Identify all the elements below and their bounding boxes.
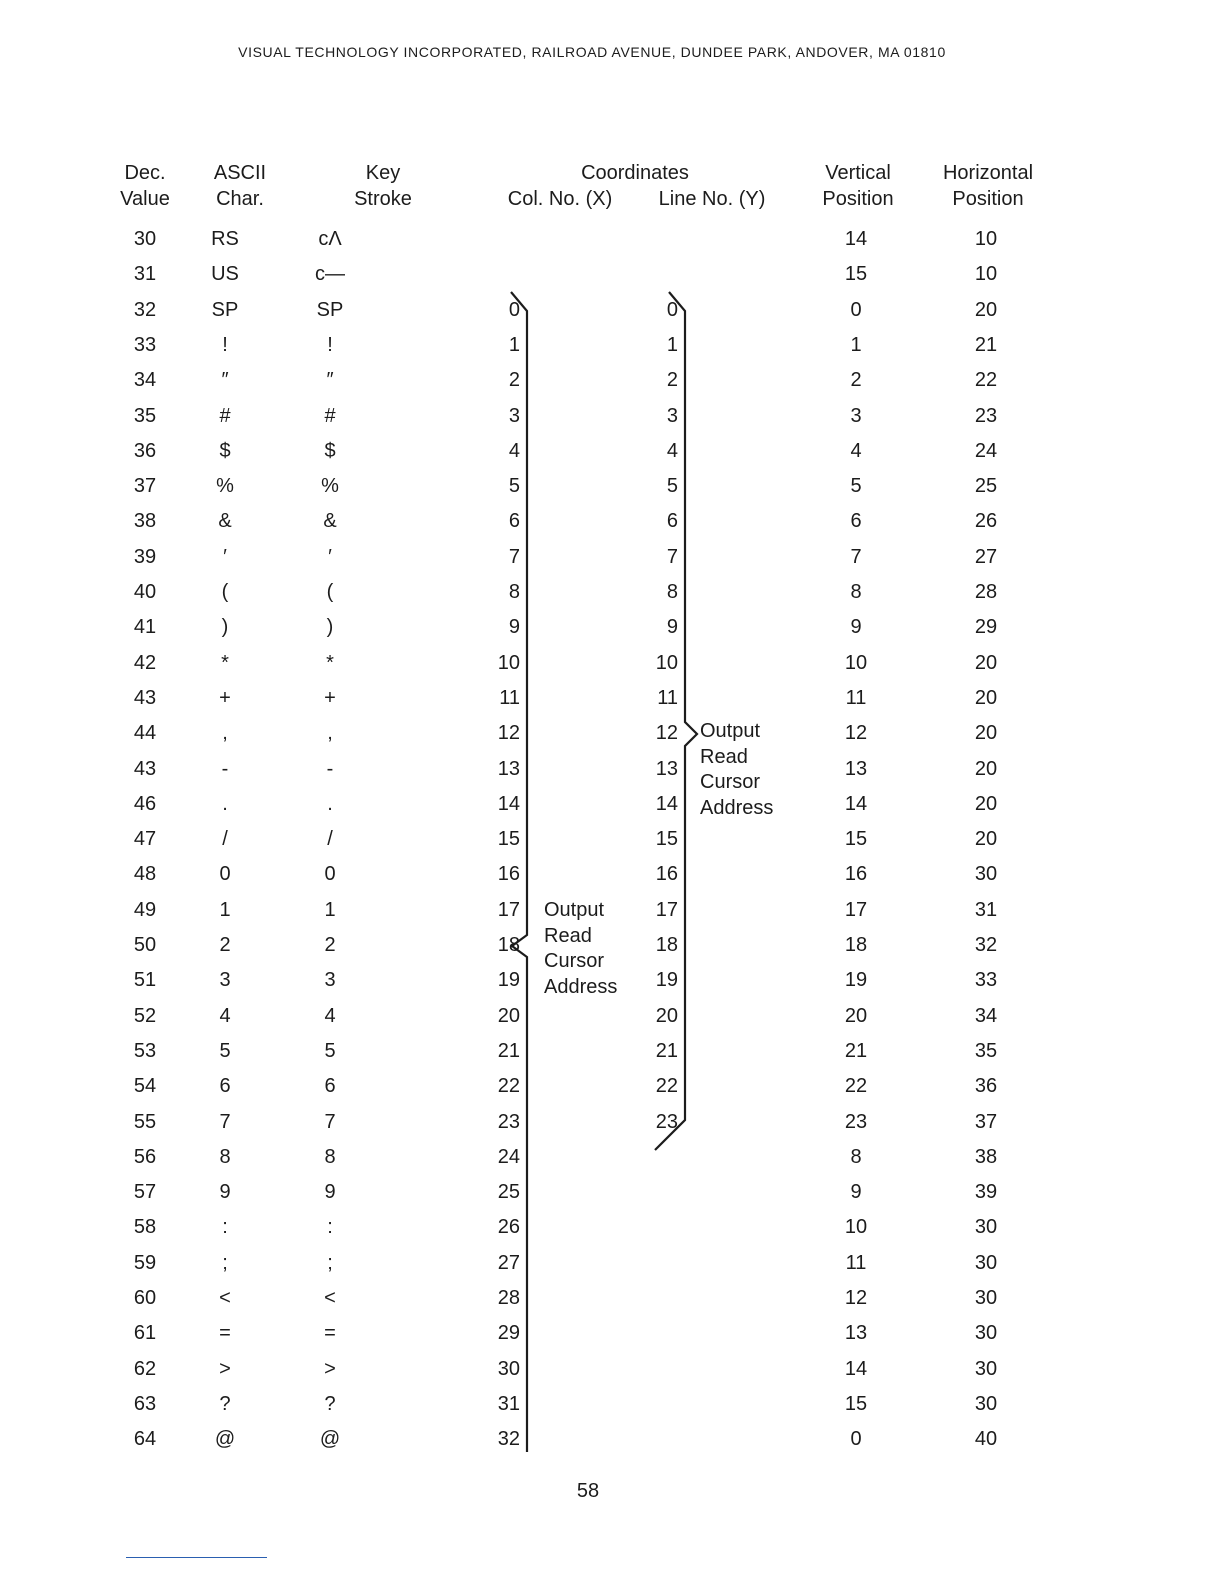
horizontal-position-cell: 31 bbox=[974, 898, 998, 921]
dec-value-cell: 40 bbox=[133, 581, 157, 603]
horizontal-position-cell: 39 bbox=[974, 1181, 998, 1204]
dec-value-cell: 64 bbox=[133, 1428, 157, 1451]
ascii-char-cell: ′ bbox=[223, 545, 227, 568]
dec-value-cell: 36 bbox=[133, 439, 157, 462]
vertical-position-cell: 2 bbox=[850, 369, 862, 392]
key-stroke-cell: 1 bbox=[324, 898, 336, 921]
ascii-char-cell: & bbox=[218, 510, 232, 533]
dec-value-cell: 37 bbox=[133, 475, 157, 498]
vertical-position-cell: 7 bbox=[850, 545, 862, 568]
key-stroke-cell: ! bbox=[327, 333, 333, 356]
vertical-position-cell: 15 bbox=[844, 828, 868, 851]
col-x-cell: 22 bbox=[497, 1075, 520, 1098]
dec-value-cell: 43 bbox=[133, 757, 157, 780]
key-stroke-cell: 2 bbox=[324, 934, 336, 956]
horizontal-position-cell: 36 bbox=[974, 1075, 998, 1098]
line-y-cell: 8 bbox=[666, 581, 678, 603]
col-x-cell: 16 bbox=[497, 863, 520, 886]
vertical-position-cell: 13 bbox=[844, 757, 868, 780]
col-x-cell: 21 bbox=[497, 1039, 520, 1062]
col-x-cell: 13 bbox=[497, 757, 520, 780]
ascii-char-cell: 0 bbox=[219, 863, 231, 886]
ascii-char-cell: 1 bbox=[219, 898, 231, 921]
vertical-position-cell: 12 bbox=[844, 722, 868, 745]
col-x-cell: 31 bbox=[497, 1392, 520, 1415]
vertical-position-cell: 17 bbox=[844, 898, 868, 921]
dec-value-cell: 48 bbox=[133, 863, 157, 886]
line-y-cell: 9 bbox=[666, 616, 678, 639]
key-stroke-cell: = bbox=[324, 1322, 336, 1345]
dec-value-cell: 58 bbox=[133, 1216, 157, 1239]
ascii-char-cell: 5 bbox=[219, 1039, 231, 1062]
key-stroke-cell: ? bbox=[324, 1392, 336, 1415]
col-x-cell: 5 bbox=[508, 475, 520, 498]
horizontal-position-cell: 23 bbox=[974, 404, 998, 427]
col-x-cell: 32 bbox=[497, 1428, 520, 1451]
dec-value-cell: 62 bbox=[133, 1357, 157, 1380]
ascii-char-cell: 7 bbox=[219, 1110, 231, 1133]
horizontal-position-cell: 33 bbox=[974, 969, 998, 992]
dec-value-cell: 33 bbox=[133, 333, 157, 356]
key-stroke-cell: ; bbox=[327, 1251, 333, 1274]
horizontal-position-cell: 30 bbox=[974, 863, 998, 886]
horizontal-position-cell: 10 bbox=[974, 228, 998, 250]
key-stroke-cell: , bbox=[327, 722, 333, 745]
col-x-cell: 29 bbox=[497, 1322, 520, 1345]
dec-value-cell: 50 bbox=[133, 934, 157, 956]
dec-value-cell: 41 bbox=[133, 616, 157, 639]
vertical-position-cell: 22 bbox=[844, 1075, 868, 1098]
vertical-position-cell: 13 bbox=[844, 1322, 868, 1345]
horizontal-position-cell: 30 bbox=[974, 1251, 998, 1274]
dec-value-cell: 54 bbox=[133, 1075, 157, 1098]
col-x-cell: 25 bbox=[497, 1181, 520, 1204]
vertical-position-cell: 5 bbox=[850, 475, 862, 498]
key-stroke-cell: $ bbox=[324, 439, 336, 462]
horizontal-position-cell: 32 bbox=[974, 934, 998, 956]
key-stroke-header: Key Stroke bbox=[354, 162, 412, 210]
horizontal-position-cell: 30 bbox=[974, 1357, 998, 1380]
line-y-cell: 5 bbox=[666, 475, 678, 498]
y-bracket-note: Output Read Cursor Address bbox=[700, 720, 774, 819]
key-stroke-cell: > bbox=[324, 1357, 336, 1380]
key-stroke-cell: ) bbox=[326, 616, 334, 639]
dec-value-cell: 31 bbox=[133, 263, 157, 286]
col-x-cell: 24 bbox=[497, 1145, 520, 1168]
ascii-char-cell: ( bbox=[221, 581, 229, 603]
key-stroke-cell: 8 bbox=[324, 1145, 336, 1168]
line-y-cell: 18 bbox=[655, 934, 678, 956]
ascii-char-cell: 6 bbox=[219, 1075, 231, 1098]
dec-value-cell: 47 bbox=[133, 828, 157, 851]
ascii-char-cell: 2 bbox=[219, 934, 231, 956]
ascii-char-cell: : bbox=[222, 1216, 228, 1239]
line-y-cell: 10 bbox=[655, 651, 678, 674]
vertical-position-cell: 10 bbox=[844, 1216, 868, 1239]
key-stroke-cell: 5 bbox=[324, 1039, 336, 1062]
ascii-char-cell: 3 bbox=[219, 969, 231, 992]
dec-value-cell: 46 bbox=[133, 792, 157, 815]
horizontal-position-cell: 26 bbox=[974, 510, 998, 533]
horizontal-position-cell: 27 bbox=[974, 545, 998, 568]
col-x-cell: 17 bbox=[497, 898, 520, 921]
line-y-cell: 21 bbox=[655, 1039, 678, 1062]
line-y-cell: 7 bbox=[666, 545, 678, 568]
col-x-cell: 27 bbox=[497, 1251, 520, 1274]
horizontal-position-cell: 20 bbox=[974, 686, 998, 709]
ascii-char-cell: 9 bbox=[219, 1181, 231, 1204]
col-x-cell: 11 bbox=[499, 686, 520, 709]
vertical-position-cell: 6 bbox=[850, 510, 862, 533]
col-x-cell: 10 bbox=[497, 651, 520, 674]
key-stroke-cell: 0 bbox=[324, 863, 336, 886]
ascii-char-cell: US bbox=[211, 263, 239, 286]
dec-value-cell: 52 bbox=[133, 1004, 157, 1027]
horizontal-position-cell: 10 bbox=[974, 263, 998, 286]
key-stroke-cell: + bbox=[324, 686, 336, 709]
vertical-position-cell: 21 bbox=[844, 1039, 868, 1062]
vertical-position-cell: 15 bbox=[844, 263, 868, 286]
horizontal-position-cell: 38 bbox=[974, 1145, 998, 1168]
horizontal-position-cell: 25 bbox=[974, 475, 998, 498]
horizontal-position-cell: 30 bbox=[974, 1392, 998, 1415]
ascii-char-cell: ″ bbox=[221, 369, 229, 392]
ascii-char-cell: . bbox=[222, 792, 228, 815]
dec-value-cell: 42 bbox=[133, 651, 157, 674]
ascii-char-cell: > bbox=[219, 1357, 231, 1380]
ascii-char-cell: % bbox=[216, 475, 234, 498]
horizontal-position-cell: 30 bbox=[974, 1322, 998, 1345]
ascii-char-cell: 8 bbox=[219, 1145, 231, 1168]
line-y-cell: 12 bbox=[655, 722, 678, 745]
key-stroke-cell: ′ bbox=[328, 545, 332, 568]
key-stroke-cell: : bbox=[327, 1216, 333, 1239]
line-y-cell: 4 bbox=[666, 439, 678, 462]
line-y-cell: 19 bbox=[655, 969, 678, 992]
horizontal-position-cell: 20 bbox=[974, 792, 998, 815]
dec-value-cell: 38 bbox=[133, 510, 157, 533]
line-y-cell: 2 bbox=[666, 369, 678, 392]
dec-value-cell: 53 bbox=[133, 1039, 157, 1062]
col-x-cell: 26 bbox=[497, 1216, 520, 1239]
footer-rule bbox=[126, 1557, 267, 1558]
vertical-position-cell: 16 bbox=[844, 863, 868, 886]
line-y-cell: 6 bbox=[666, 510, 678, 533]
key-stroke-cell: - bbox=[326, 757, 334, 780]
ascii-char-cell: ! bbox=[222, 333, 228, 356]
horizontal-position-cell: 20 bbox=[974, 757, 998, 780]
ascii-char-cell: ? bbox=[219, 1392, 231, 1415]
vertical-position-cell: 1 bbox=[850, 333, 862, 356]
col-x-cell: 14 bbox=[497, 792, 520, 815]
dec-value-cell: 59 bbox=[133, 1251, 157, 1274]
page-number: 58 bbox=[576, 1480, 600, 1502]
ascii-char-cell: RS bbox=[211, 228, 239, 250]
col-x-cell: 9 bbox=[508, 616, 520, 639]
line-y-cell: 17 bbox=[655, 898, 678, 921]
vertical-position-cell: 14 bbox=[844, 792, 868, 815]
col-x-cell: 3 bbox=[508, 404, 520, 427]
vertical-position-cell: 14 bbox=[844, 228, 868, 250]
key-stroke-cell: 4 bbox=[324, 1004, 336, 1027]
key-stroke-cell: 6 bbox=[324, 1075, 336, 1098]
line-y-cell: 22 bbox=[655, 1075, 678, 1098]
line-y-cell: 23 bbox=[655, 1110, 678, 1133]
key-stroke-cell: c— bbox=[315, 263, 345, 286]
vertical-position-cell: 0 bbox=[850, 298, 862, 321]
line-y-header: Line No. (Y) bbox=[658, 188, 766, 210]
vertical-position-cell: 11 bbox=[845, 1251, 867, 1274]
line-y-cell: 13 bbox=[655, 757, 678, 780]
col-x-cell: 4 bbox=[508, 439, 520, 462]
vertical-position-cell: 10 bbox=[844, 651, 868, 674]
horizontal-position-cell: 35 bbox=[974, 1039, 998, 1062]
ascii-char-cell: ; bbox=[222, 1251, 228, 1274]
key-stroke-cell: ″ bbox=[326, 369, 334, 392]
ascii-char-cell: * bbox=[221, 651, 229, 674]
vertical-position-cell: 23 bbox=[844, 1110, 868, 1133]
col-x-header: Col. No. (X) bbox=[507, 188, 613, 210]
line-y-cell: 16 bbox=[655, 863, 678, 886]
vertical-position-cell: 8 bbox=[850, 1145, 862, 1168]
col-x-cell: 30 bbox=[497, 1357, 520, 1380]
key-stroke-cell: @ bbox=[319, 1428, 341, 1451]
dec-value-cell: 63 bbox=[133, 1392, 157, 1415]
line-y-cell: 20 bbox=[655, 1004, 678, 1027]
col-x-cell: 0 bbox=[508, 298, 520, 321]
key-stroke-cell: % bbox=[321, 475, 339, 498]
dec-value-cell: 57 bbox=[133, 1181, 157, 1204]
col-x-cell: 20 bbox=[497, 1004, 520, 1027]
vertical-position-cell: 15 bbox=[844, 1392, 868, 1415]
col-x-cell: 7 bbox=[508, 545, 520, 568]
ascii-char-cell: , bbox=[222, 722, 228, 745]
vertical-position-cell: 4 bbox=[850, 439, 862, 462]
horizontal-position-cell: 24 bbox=[974, 439, 998, 462]
col-x-cell: 12 bbox=[497, 722, 520, 745]
key-stroke-cell: 3 bbox=[324, 969, 336, 992]
line-y-cell: 3 bbox=[666, 404, 678, 427]
dec-value-cell: 49 bbox=[133, 898, 157, 921]
horizontal-position-cell: 21 bbox=[974, 333, 998, 356]
col-x-cell: 6 bbox=[508, 510, 520, 533]
key-stroke-cell: & bbox=[323, 510, 337, 533]
key-stroke-cell: 9 bbox=[324, 1181, 336, 1204]
vertical-position-cell: 12 bbox=[844, 1287, 868, 1309]
dec-value-cell: 61 bbox=[133, 1322, 157, 1345]
horizontal-position-cell: 30 bbox=[974, 1287, 998, 1309]
horizontal-position-cell: 30 bbox=[974, 1216, 998, 1239]
ascii-char-cell: @ bbox=[214, 1428, 236, 1451]
col-x-cell: 2 bbox=[508, 369, 520, 392]
dec-value-cell: 60 bbox=[133, 1287, 157, 1309]
ascii-char-cell: SP bbox=[211, 298, 239, 321]
x-bracket bbox=[511, 292, 527, 1452]
ascii-char-cell: - bbox=[221, 757, 229, 780]
page-header: VISUAL TECHNOLOGY INCORPORATED, RAILROAD AVENUE, DUNDEE PARK, ANDOVER, MA 01810 bbox=[238, 44, 946, 60]
horizontal-position-cell: 22 bbox=[974, 369, 998, 392]
horizontal-position-cell: 20 bbox=[974, 828, 998, 851]
horizontal-position-cell: 34 bbox=[974, 1004, 998, 1027]
horizontal-position-cell: 28 bbox=[974, 581, 998, 603]
vertical-position-cell: 8 bbox=[850, 581, 862, 603]
vertical-position-cell: 9 bbox=[850, 1181, 862, 1204]
col-x-cell: 1 bbox=[508, 333, 520, 356]
key-stroke-cell: . bbox=[327, 792, 333, 815]
key-stroke-cell: 7 bbox=[324, 1110, 336, 1133]
dec-value-cell: 44 bbox=[133, 722, 157, 745]
ascii-char-cell: < bbox=[219, 1287, 231, 1309]
ascii-char-cell: # bbox=[219, 404, 231, 427]
vertical-position-header: Vertical Position bbox=[822, 162, 894, 210]
horizontal-position-cell: 20 bbox=[974, 722, 998, 745]
horizontal-position-cell: 40 bbox=[974, 1428, 998, 1451]
vertical-position-cell: 0 bbox=[850, 1428, 862, 1451]
ascii-char-cell: ) bbox=[221, 616, 229, 639]
key-stroke-cell: * bbox=[326, 651, 334, 674]
key-stroke-cell: SP bbox=[316, 298, 344, 321]
dec-value-header: Dec. Value bbox=[120, 162, 170, 210]
horizontal-position-header: Horizontal Position bbox=[942, 162, 1034, 210]
vertical-position-cell: 18 bbox=[844, 934, 868, 956]
key-stroke-cell: < bbox=[324, 1287, 336, 1309]
dec-value-cell: 39 bbox=[133, 545, 157, 568]
vertical-position-cell: 14 bbox=[844, 1357, 868, 1380]
horizontal-position-cell: 20 bbox=[974, 298, 998, 321]
ascii-char-cell: $ bbox=[219, 439, 231, 462]
col-x-cell: 23 bbox=[497, 1110, 520, 1133]
dec-value-cell: 35 bbox=[133, 404, 157, 427]
dec-value-cell: 55 bbox=[133, 1110, 157, 1133]
vertical-position-cell: 20 bbox=[844, 1004, 868, 1027]
x-bracket-note: Output Read Cursor Address bbox=[544, 899, 618, 998]
ascii-char-cell: + bbox=[219, 686, 231, 709]
dec-value-cell: 32 bbox=[133, 298, 157, 321]
line-y-cell: 1 bbox=[666, 333, 678, 356]
vertical-position-cell: 3 bbox=[850, 404, 862, 427]
key-stroke-cell: ( bbox=[326, 581, 334, 603]
dec-value-cell: 43 bbox=[133, 686, 157, 709]
ascii-char-cell: 4 bbox=[219, 1004, 231, 1027]
horizontal-position-cell: 37 bbox=[974, 1110, 998, 1133]
line-y-cell: 0 bbox=[666, 298, 678, 321]
vertical-position-cell: 9 bbox=[850, 616, 862, 639]
key-stroke-cell: / bbox=[327, 828, 333, 851]
dec-value-cell: 56 bbox=[133, 1145, 157, 1168]
ascii-char-header: ASCII Char. bbox=[213, 162, 267, 210]
vertical-position-cell: 19 bbox=[844, 969, 868, 992]
key-stroke-cell: # bbox=[324, 404, 336, 427]
line-y-cell: 11 bbox=[657, 686, 678, 709]
col-x-cell: 19 bbox=[497, 969, 520, 992]
dec-value-cell: 51 bbox=[133, 969, 157, 992]
line-y-cell: 14 bbox=[655, 792, 678, 815]
vertical-position-cell: 11 bbox=[845, 686, 867, 709]
col-x-cell: 18 bbox=[497, 934, 520, 956]
ascii-char-cell: / bbox=[222, 828, 228, 851]
dec-value-cell: 30 bbox=[133, 228, 157, 250]
key-stroke-cell: cΛ bbox=[318, 228, 342, 250]
coordinates-header: Coordinates bbox=[581, 162, 689, 184]
y-bracket bbox=[655, 292, 697, 1150]
dec-value-cell: 34 bbox=[133, 369, 157, 392]
horizontal-position-cell: 20 bbox=[974, 651, 998, 674]
line-y-cell: 15 bbox=[655, 828, 678, 851]
col-x-cell: 8 bbox=[508, 581, 520, 603]
horizontal-position-cell: 29 bbox=[974, 616, 998, 639]
col-x-cell: 28 bbox=[497, 1287, 520, 1309]
col-x-cell: 15 bbox=[497, 828, 520, 851]
ascii-char-cell: = bbox=[219, 1322, 231, 1345]
